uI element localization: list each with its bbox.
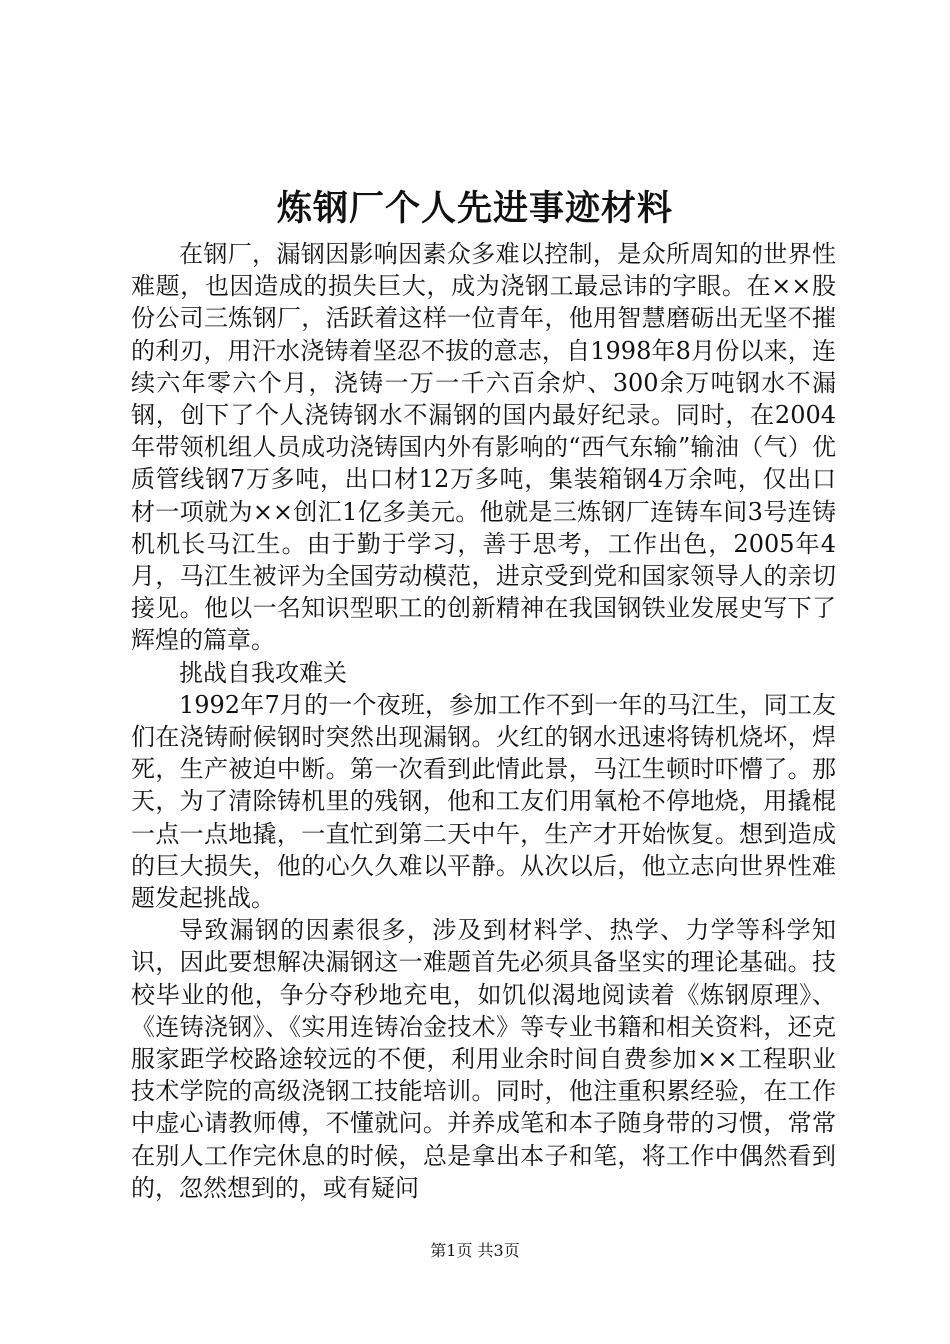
document-title: 炼钢厂个人先进事迹材料 — [276, 188, 673, 229]
document-body — [131, 238, 836, 1204]
paragraph-learning: 导致漏钢的因素很多，涉及到材料学、热学、力学等科学知识，因此要想解决漏钢这一难题首先必须具备坚实的理论基础。技校毕业的他，争分夺秒地充电，如饥似渴地阅读着《炼钢原理》、《连铸浇钢》、《实用连铸冶金技术》等专业书籍和相关资料，还克服家距学校路途较远的不便，利用业余时间自费参加××工程职业技术学院的高级浇钢工技能培训。同时，他注重积累经验，在工作中虚心请教师傅，不懂就问。并养成笔和本子随身带的习惯，常常在别人工作完休息的时候，总是拿出本子和笔，将工作中偶然看到的，忽然想到的，或有疑问 — [131, 916, 836, 1202]
paragraph-incident: 1992年7月的一个夜班，参加工作不到一年的马江生，同工友们在浇铸耐候钢时突然出现漏钢。火红的钢水迅速将铸机烧坏，焊死，生产被迫中断。第一次看到此情此景，马江生顿时吓懵了。那天，为了清除铸机里的残钢，他和工友们用氧枪不停地烧，用撬棍一点一点地撬，一直忙到第二天中午，生产才开始恢复。想到造成的巨大损失，他的心久久难以平静。从次以后，他立志向世界性难题发起挑战。 — [131, 690, 836, 913]
section-heading: 挑战自我攻难关 — [179, 658, 347, 687]
paragraph-intro: 在钢厂，漏钢因影响因素众多难以控制，是众所周知的世界性难题，也因造成的损失巨大，成为浇钢工最忌讳的字眼。在××股份公司三炼钢厂，活跃着这样一位青年，他用智慧磨砺出无坚不摧的利刃，用汗水浇铸着坚忍不拔的意志，自1998年8月份以来，连续六年零六个月，浇铸一万一千六百余炉、300余万吨钢水不漏钢，创下了个人浇铸钢水不漏钢的国内最好纪录。同时，在2004年带领机组人员成功浇铸国内外有影响的“西气东输”输油（气）优质管线钢7万多吨，出口材12万多吨，集装箱钢4万余吨，仅出口材一项就为××创汇1亿多美元。他就是三炼钢厂连铸车间3号连铸机机长马江生。由于勤于学习，善于思考，工作出色，2005年4月，马江生被评为全国劳动模范，进京受到党和国家领导人的亲切接见。他以一名知识型职工的创新精神在我国钢铁业发展史写下了辉煌的篇章。 — [131, 240, 836, 655]
page-footer: 第1页 共3页 — [430, 1241, 520, 1260]
